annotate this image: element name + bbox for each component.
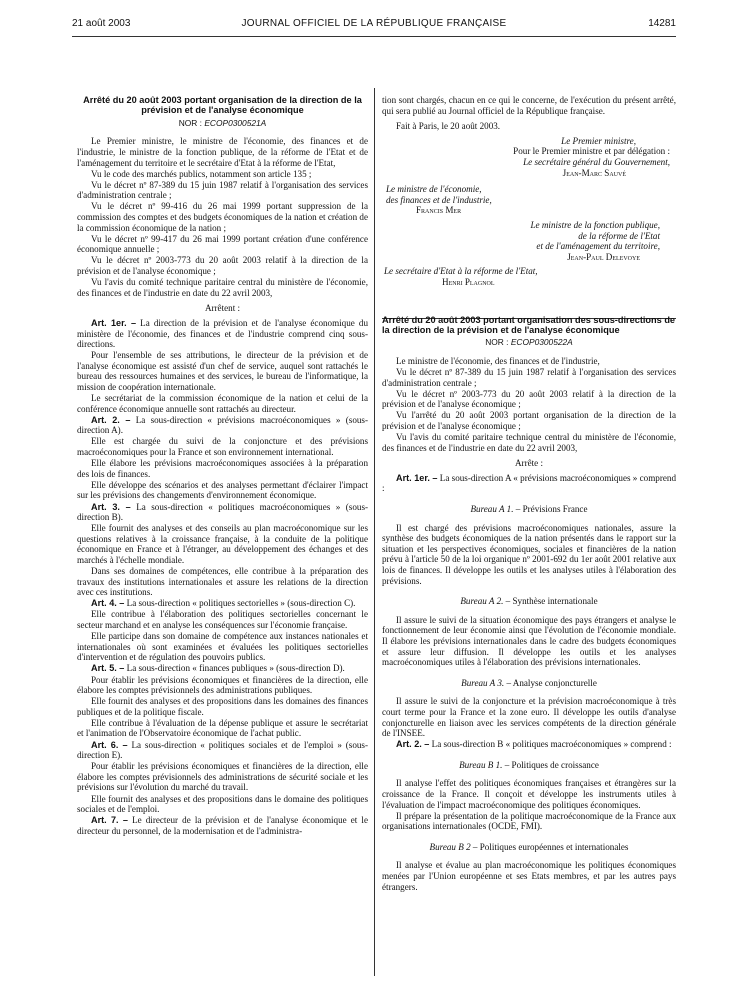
header-journal-title: JOURNAL OFFICIEL DE LA RÉPUBLIQUE FRANÇAISE <box>241 18 507 29</box>
signatory-name: Henri Plagnol <box>442 276 495 287</box>
decree-title: Arrêté du 20 août 2003 portant organisation de la direction de la prévision et de l'analyse économique <box>83 95 362 116</box>
article-label: Art. 1er. – <box>91 317 137 328</box>
signature-delegation: Pour le Premier ministre et par délégation : <box>513 146 670 157</box>
article-label: Art. 3. – <box>91 501 131 512</box>
nor-label: NOR : <box>485 337 511 348</box>
nor-code: ECOP0300522A <box>510 337 573 348</box>
article-paragraph: Elle participe dans son domaine de compétence aux instances nationales et internationales où sont examinées et évaluées les politiques sectorielles d'intervention et de régulation des pouvoirs publics. <box>77 631 368 663</box>
bureau-paragraph: Il assure le suivi de la conjoncture et la prévision macroéconomique à très court terme pour la France et la zone euro. Il développe les outils d'analyse conjoncturelle en liaison avec les services compétents de la direction générale de l'INSEE. <box>382 696 676 739</box>
signature-title: et de l'aménagement du territoire, <box>536 241 660 252</box>
article-paragraph: Le secrétariat de la commission économique de la nation et celui de la conférence économique annuelle sont rattachés au directeur. <box>77 393 368 414</box>
bureau-heading: Bureau A 1. – Prévisions France <box>470 504 588 515</box>
article-paragraph: Pour l'ensemble de ses attributions, le directeur de la prévision et de l'analyse économique est assisté d'un chef de service, auquel sont rattachés le bureau des ressources humaines et des services, le bureau de l'informatique, la mission de coopération internationale. <box>77 350 368 392</box>
bureau-heading: Bureau A 3. – Analyse conjoncturelle <box>461 677 597 688</box>
article-3: Art. 3. – La sous-direction « politiques macroéconomiques » (sous-direction B). <box>77 501 369 523</box>
preamble-paragraph: Vu le décret nº 99-417 du 26 mai 1999 portant création d'une conférence économique annuelle ; <box>77 233 368 255</box>
bureau-heading: Bureau B 2 – Politiques européennes et internationales <box>429 841 629 852</box>
column-divider <box>374 88 375 976</box>
article-label: Art. 5. – <box>91 663 125 674</box>
article-paragraph: Elle développe des scénarios et des analyses permettant d'éclairer l'impact sur les prévisions des changements d'environnement économique. <box>77 479 368 501</box>
left-column <box>77 95 368 837</box>
signature-title: Le Premier ministre, <box>561 135 636 146</box>
preamble-paragraph: Vu le décret nº 87-389 du 15 juin 1987 relatif à l'organisation des services d'administration centrale ; <box>382 367 676 388</box>
nor-code: ECOP0300521A <box>204 117 267 128</box>
article-5: Art. 5. – La sous-direction « finances publiques » (sous-direction D). <box>91 663 345 674</box>
article-paragraph: Dans ses domaines de compétences, elle contribue à la préparation des travaux des institutions internationales et assure les relations de la direction avec ces institutions. <box>77 566 368 598</box>
article-paragraph: Elle fournit des analyses et des propositions dans le domaine des politiques sociales et de l'emploi. <box>77 793 368 815</box>
nor-label: NOR : <box>178 117 205 128</box>
article-1: Art. 1er. – La direction de la prévision et de l'analyse économique du ministère de l'économie, des finances et de l'industrie comprend cinq sous-directions. <box>77 317 368 350</box>
preamble-paragraph: Vu l'avis du comité paritaire technique central du ministère de l'économie, des finances et de l'industrie en date du 22 avril 2003, <box>382 432 676 453</box>
preamble-paragraph: Vu l'avis du comité technique paritaire central du ministère de l'économie, des finances et de l'industrie en date du 22 avril 2003, <box>77 277 368 298</box>
article-label: Art. 1er. – <box>396 472 438 483</box>
fait-a-paris: Fait à Paris, le 20 août 2003. <box>396 120 501 131</box>
header-date: 21 août 2003 <box>72 18 131 29</box>
signature-title: Le secrétaire d'Etat à la réforme de l'Etat, <box>384 266 538 277</box>
signature-title: Le secrétaire général du Gouvernement, <box>523 156 670 167</box>
preamble-paragraph: Vu l'arrêté du 20 août 2003 portant organisation de la direction de la prévision et de l'analyse économique ; <box>382 410 676 431</box>
article-2: Art. 2. – La sous-direction « prévisions macroéconomiques » (sous-direction A). <box>77 414 368 436</box>
bureau-heading: Bureau A 2. – Synthèse internationale <box>460 596 598 607</box>
bureau-heading: Bureau B 1. – Politiques de croissance <box>459 759 599 770</box>
preamble-paragraph: Le Premier ministre, le ministre de l'économie, des finances et de l'industrie, le ministre de la fonction publique, de la réforme de l'Etat et de l'aménagement du territoire et le secrétaire d'Etat à la réforme de l'Etat, <box>77 136 368 168</box>
preamble-paragraph: Le ministre de l'économie, des finances et de l'industrie, <box>396 355 600 366</box>
signature-block <box>382 136 676 288</box>
article-paragraph: Elle est chargée du suivi de la conjoncture et des prévisions macroéconomiques pour la France et son environnement international. <box>77 436 368 458</box>
bureau-paragraph: Il prépare la présentation de la politique macroéconomique de la France aux organisations internationales (OCDE, FMI). <box>382 810 676 832</box>
article-paragraph: Elle fournit des analyses et des propositions dans les domaines des finances publiques et de la politique fiscale. <box>77 696 368 717</box>
preamble-paragraph: Vu le code des marchés publics, notamment son article 135 ; <box>91 168 312 179</box>
article-paragraph: Pour établir les prévisions économiques et financières de la direction, elle élabore les comptes prévisionnels des administrations de sécurité sociale et les prévisions sur l'évolution du marché du travail. <box>77 761 368 793</box>
article-6: Art. 6. – La sous-direction « politiques sociales et de l'emploi » (sous-direction E). <box>77 739 368 761</box>
arrete-heading: Arrête : <box>514 458 544 469</box>
article-label: Art. 4. – <box>91 598 125 609</box>
right-column <box>382 95 676 893</box>
signature-title: Le ministre de l'économie, <box>386 184 482 195</box>
continuation-paragraph: tion sont chargés, chacun en ce qui le concerne, de l'exécution du présent arrêté, qui sera publié au Journal officiel de la République française. <box>382 95 676 116</box>
nor-reference <box>77 118 368 129</box>
arretent-heading: Arrêtent : <box>204 303 241 314</box>
preamble-paragraph: Vu le décret nº 99-416 du 26 mai 1999 portant suppression de la commission des comptes et des budgets économiques de la nation et création de la commission économique de la nation ; <box>77 201 368 233</box>
article-4: Art. 4. – La sous-direction « politiques sectorielles » (sous-direction C). <box>91 598 356 609</box>
signature-title: des finances et de l'industrie, <box>386 194 492 205</box>
header-page-number: 14281 <box>648 18 676 29</box>
nor-reference <box>382 337 676 348</box>
bureau-paragraph: Il assure le suivi de la situation économique des pays étrangers et analyse le fonctionnement de leur économie ainsi que l'évolution de l'économie mondiale. Il élabore les prévisions internationales dans le cadre des budgets économiques et assure leur diffusion. Il développe les outils et les analyses macroéconomiques utiles à l'élaboration des prévisions internationales. <box>382 614 676 668</box>
article-paragraph: Elle fournit des analyses et des conseils au plan macroéconomique sur les questions relatives à la croissance française, à la conduite de la politique économique en France et à l'étranger, au développement des échanges et des marchés à l'échelle mondiale. <box>77 523 368 565</box>
article-paragraph: Elle élabore les prévisions macroéconomiques associées à la préparation des lois de finances. <box>77 458 368 479</box>
preamble-paragraph: Vu le décret nº 2003-773 du 20 août 2003 relatif à la direction de la prévision et de l'analyse économique ; <box>382 388 676 410</box>
header-rule <box>72 36 676 37</box>
preamble-paragraph: Vu le décret nº 87-389 du 15 juin 1987 relatif à l'organisation des services d'administration centrale ; <box>77 179 368 201</box>
article-label: Art. 2. – <box>91 414 131 425</box>
signature-title: de la réforme de l'Etat <box>578 230 660 241</box>
signatory-name: Jean-Marc Sauvé <box>562 167 626 178</box>
article-label: Art. 6. – <box>91 739 128 750</box>
page-header <box>72 18 676 36</box>
bureau-paragraph: Il est chargé des prévisions macroéconomiques nationales, assure la synthèse des budgets économiques de la nation présentés dans le rapport sur la situation et les perspectives économiques, sociales et financières de la nation prévu à l'article 50 de la loi organique nº 2001-692 du 1er août 2001 relative aux lois de finances. Il développe les outils et les analyses utiles à l'élaboration des prévisions. <box>382 522 676 586</box>
article-2: Art. 2. – La sous-direction B « politiques macroéconomiques » comprend : <box>396 739 672 750</box>
article-paragraph: Elle contribue à l'élaboration des politiques sectorielles concernant le secteur marchand et en analyse les conséquences sur l'économie française. <box>77 609 368 631</box>
bureau-paragraph: Il analyse l'effet des politiques économiques françaises et étrangères sur la croissance de la France. Il conçoit et développe les instruments utiles à l'évaluation de l'impact macroéconomique des politiques économiques. <box>382 778 676 810</box>
article-label: Art. 7. – <box>91 815 128 826</box>
article-1: Art. 1er. – La sous-direction A « prévisions macroéconomiques » comprend : <box>382 472 677 494</box>
signatory-name: Jean-Paul Delevoye <box>567 251 640 262</box>
bureau-paragraph: Il analyse et évalue au plan macroéconomique les politiques économiques menées par l'Union européenne et ses Etats membres, et par les autres pays étrangers. <box>382 860 676 892</box>
article-7: Art. 7. – Le directeur de la prévision et de l'analyse économique et le directeur du personnel, de la modernisation et de l'administra- <box>77 815 368 836</box>
article-label: Art. 2. – <box>396 739 430 750</box>
signatory-name: Francis Mer <box>416 205 462 216</box>
article-paragraph: Pour établir les prévisions économiques et financières de la direction, elle élabore les comptes prévisionnels des administrations publiques. <box>77 674 368 696</box>
decree-title: Arrêté du 20 août 2003 portant organisation des sous-directions de la direction de la prévision et de l'analyse économique <box>382 314 676 335</box>
preamble-paragraph: Vu le décret nº 2003-773 du 20 août 2003 relatif à la direction de la prévision et de l'analyse économique ; <box>77 255 368 277</box>
signature-title: Le ministre de la fonction publique, <box>530 219 660 230</box>
article-paragraph: Elle contribue à l'évaluation de la dépense publique et assure le secrétariat et l'animation de l'Observatoire économique de l'achat public. <box>77 717 368 739</box>
